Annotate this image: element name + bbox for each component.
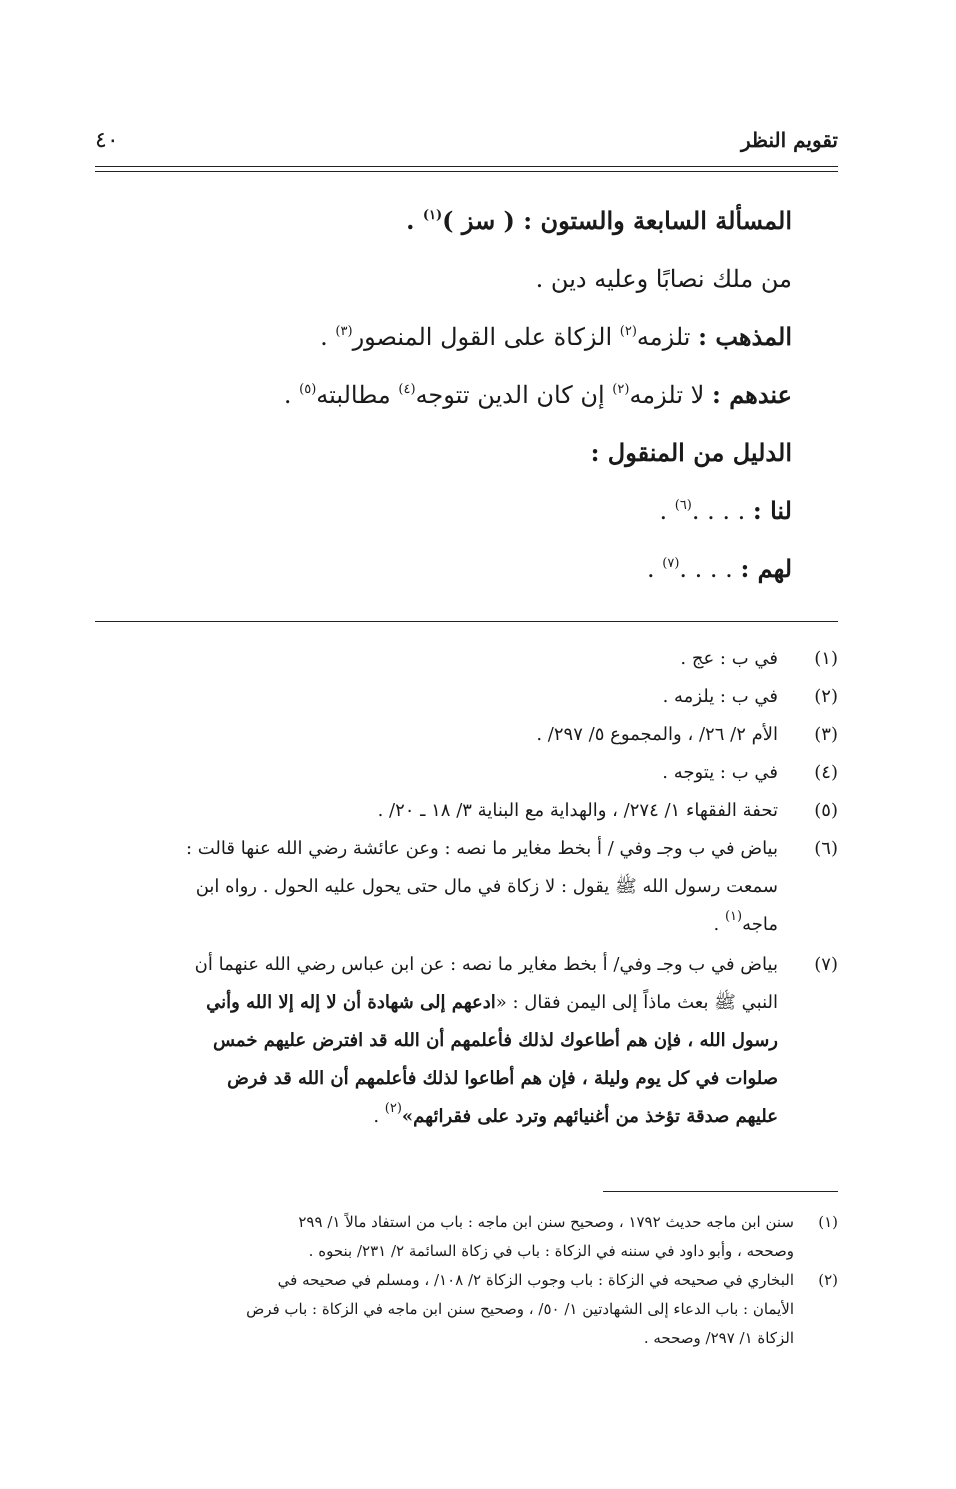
lana-line: لنا : . . . .$^{(٦)}$ . <box>659 496 792 525</box>
footnote-number: (٧) <box>814 954 838 975</box>
evidence-heading: الدليل من المنقول : <box>590 438 792 467</box>
footnote-number: (٥) <box>814 800 838 821</box>
main-text <box>172 192 792 598</box>
footnote-number: (١) <box>814 648 838 669</box>
subfootnote-1 <box>95 1208 838 1266</box>
subfootnote-2 <box>95 1266 838 1353</box>
footnote-1 <box>95 640 838 678</box>
issue-heading: المسألة السابعة والستون : ( سز )$^{(١)}$ . <box>406 206 792 235</box>
footnote-5 <box>95 792 838 830</box>
footnote-number: (٣) <box>814 724 838 745</box>
running-title: تقويم النظر <box>741 128 838 152</box>
footnote-4 <box>95 754 838 792</box>
footnotes <box>95 640 838 1138</box>
footnote-2 <box>95 678 838 716</box>
footnote-text: سنن ابن ماجه حديث ١٧٩٢ ، وصحيح سنن ابن ماجه : باب من استفاد مالاً ١/ ٢٩٩ وصححه ، وأبو داود في سننه في الزكاة : باب في زكاة السائمة ٢/ ٢٣١/ بنحوه . <box>298 1213 794 1260</box>
header-double-rule <box>95 166 838 172</box>
indahum-line: عندهم : لا تلزمه$^{(٢)}$ إن كان الدين تتوجه$^{(٤)}$ مطالبته$^{(٥)}$ . <box>283 380 792 409</box>
footnote-text: البخاري في صحيحه في الزكاة : باب وجوب الزكاة ٢/ ١٠٨/ ، ومسلم في صحيحه في الأيمان : باب الدعاء إلى الشهادتين ١/ ٥٠/ ، وصحيح سنن ابن ماجه في الزكاة : باب فرض الزكاة ١/ ٢٩٧/ وصححه . <box>246 1271 794 1347</box>
footnote-number: (٦) <box>814 838 838 859</box>
footnote-text: بياض في ب وجـ وفي / أ بخط مغاير ما نصه : وعن عائشة رضي الله عنها قالت : سمعت رسول الله ﷺ يقول : لا زكاة في مال حتى يحول عليه الحول . رواه ابن ماجه$^{(١)}$ . <box>185 838 778 935</box>
footnote-7 <box>95 946 838 1138</box>
case-text: من ملك نصابًا وعليه دين . <box>535 265 792 293</box>
page-number: ٤٠ <box>95 128 119 153</box>
footnote-3 <box>95 716 838 754</box>
footnote-number: (١) <box>818 1213 838 1231</box>
lahum-line: لهم : . . . .$^{(٧)}$ . <box>647 554 792 583</box>
footnote-6 <box>95 830 838 946</box>
footnote-separator <box>95 621 838 622</box>
madhhab-line: المذهب : تلزمه$^{(٢)}$ الزكاة على القول المنصور$^{(٣)}$ . <box>320 322 792 351</box>
footnote-text: في ب : عج . <box>680 648 778 669</box>
subfootnote-separator <box>603 1191 838 1192</box>
sub-footnotes <box>95 1208 838 1353</box>
footnote-text: بياض في ب وجـ وفي/ أ بخط مغاير ما نصه : عن ابن عباس رضي الله عنهما أن النبي ﷺ بعث ماذاً إلى اليمن فقال : «ادعهم إلى شهادة أن لا إله إلا الله وأني رسول الله ، فإن هم أطاعوك لذلك فأعلمهم أن الله قد افترض عليهم خمس صلوات في كل يوم وليلة ، فإن هم أطاعوا لذلك فأعلمهم أن الله قد فرض عليهم صدقة تؤخذ من أغنيائهم وترد على فقرائهم»$^{(٢)}$ . <box>194 954 778 1127</box>
footnote-number: (٢) <box>818 1271 838 1289</box>
footnote-text: في ب : يتوجه . <box>662 762 778 783</box>
footnote-number: (٤) <box>814 762 838 783</box>
running-header <box>95 128 838 160</box>
footnote-text: في ب : يلزمه . <box>662 686 778 707</box>
footnote-text: الأم ٢/ ٢٦/ ، والمجموع ٥/ ٢٩٧/ . <box>536 724 778 745</box>
footnote-number: (٢) <box>814 686 838 707</box>
footnote-text: تحفة الفقهاء ١/ ٢٧٤/ ، والهداية مع البناية ٣/ ١٨ ـ ٢٠/ . <box>377 800 778 821</box>
